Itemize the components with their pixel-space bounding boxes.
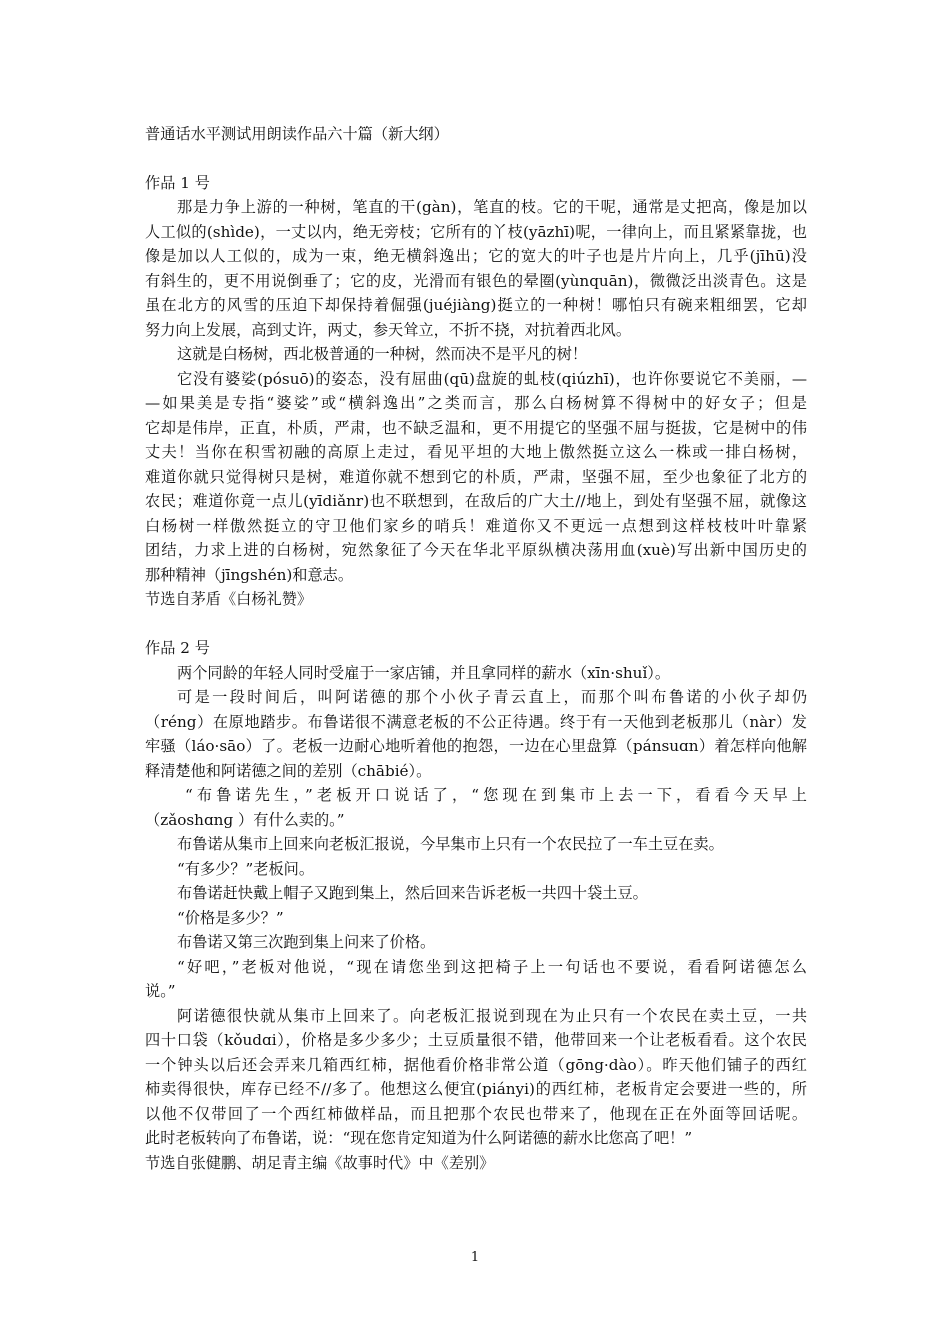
work-2-paragraph-7: “价格是多少？” xyxy=(177,908,284,927)
text-line: 难道你就只觉得树只是树，难道你就不想到它的朴质，严肃，坚强不屈，至少也象征了北方的 xyxy=(145,467,807,486)
text-line: 虽在北方的风雪的压迫下却保持着倔强(juéjiàng)挺立的一种树！哪怕只有碗来粗细罢，它却 xyxy=(145,296,807,314)
work-2-paragraph-2 xyxy=(145,685,807,783)
work-1-paragraph-3 xyxy=(145,367,807,588)
document-title: 普通话水平测试用朗读作品六十篇（新大纲） xyxy=(145,125,449,143)
text-line: “好吧，”老板对他说，“现在请您坐到这把椅子上一句话也不要说，看看阿诺德怎么 xyxy=(177,957,807,976)
work-2-paragraph-5: “有多少？”老板问。 xyxy=(177,859,315,878)
work-2-paragraph-3 xyxy=(145,783,807,832)
text-line: 它没有婆娑(pósuō)的姿态，没有屈曲(qū)盘旋的虬枝(qiúzhī)，也许你要说它不美丽，— xyxy=(177,369,807,388)
work-2-paragraph-9 xyxy=(145,955,807,1004)
work-1-source: 节选自茅盾《白杨礼赞》 xyxy=(145,590,313,608)
page-number: 1 xyxy=(470,1250,480,1265)
text-line: 牢骚（láo·sāo）了。老板一边耐心地听着他的抱怨，一边在心里盘算（pánsuɑn）着怎样向他解 xyxy=(145,737,807,755)
text-line: 四十口袋（kǒudɑi），价格是多少多少；土豆质量很不错，他带回来一个让老板看看。这个农民 xyxy=(145,1031,807,1049)
text-line: 此时老板转向了布鲁诺，说：“现在您肯定知道为什么阿诺德的薪水比您高了吧！” xyxy=(145,1129,693,1147)
work-2-paragraph-4: 布鲁诺从集市上回来向老板汇报说，今早集市上只有一个农民拉了一车土豆在卖。 xyxy=(177,835,724,853)
text-line: 农民；难道你竟一点儿(yīdiǎnr)也不联想到，在敌后的广大土//地上，到处有坚强不屈，就像这 xyxy=(145,492,807,510)
text-line: 以他不仅带回了一个西红柿做样品，而且把那个农民也带来了，他现在正在外面等回话呢。 xyxy=(145,1104,807,1123)
section-spacer xyxy=(145,612,807,637)
work-2-paragraph-10 xyxy=(145,1004,807,1151)
text-line: —如果美是专指“婆娑”或“横斜逸出”之类而言，那么白杨树算不得树中的好女子；但是 xyxy=(145,394,807,412)
text-line: 那是力争上游的一种树，笔直的干(gàn)，笔直的枝。它的干呢，通常是丈把高，像是加以 xyxy=(177,198,807,216)
text-line: “布鲁诺先生，”老板开口说话了，“您现在到集市上去一下，看看今天早上 xyxy=(185,786,807,804)
work-1-heading: 作品 1 号 xyxy=(145,173,210,192)
work-2-paragraph-8: 布鲁诺又第三次跑到集上问来了价格。 xyxy=(177,933,436,951)
text-line: 像是加以人工似的，成为一束，绝无横斜逸出；它的宽大的叶子也是片片向上，几乎(jīhū)没 xyxy=(145,247,807,265)
text-line: 人工似的(shìde)，一丈以内，绝无旁枝；它所有的丫枝(yāzhī)呢，一律向上，而且紧紧靠拢，也 xyxy=(145,222,807,241)
work-2-heading: 作品 2 号 xyxy=(145,639,210,657)
text-line: 丈夫！当你在积雪初融的高原上走过，看见平坦的大地上傲然挺立这么一株或一排白杨树， xyxy=(145,443,807,461)
text-line: 可是一段时间后，叫阿诺德的那个小伙子青云直上，而那个叫布鲁诺的小伙子却仍 xyxy=(177,688,807,706)
document-body xyxy=(145,122,807,1175)
work-1-paragraph-1 xyxy=(145,195,807,342)
text-line: 一个钟头以后还会弄来几箱西红柿，据他看价格非常公道（gōng·dào）。昨天他们铺子的西红 xyxy=(145,1055,807,1074)
text-line: 说。” xyxy=(145,982,176,1000)
work-2-paragraph-1: 两个同龄的年轻人同时受雇于一家店铺，并且拿同样的薪水（xīn·shuǐ）。 xyxy=(177,663,671,682)
text-line: 努力向上发展，高到丈许，两丈，参天耸立，不折不挠，对抗着西北风。 xyxy=(145,320,631,339)
text-line: 白杨树一样傲然挺立的守卫他们家乡的哨兵！难道你又不更远一点想到这样枝枝叶叶靠紧 xyxy=(145,516,807,535)
text-line: 柿卖得很快，库存已经不//多了。他想这么便宜(piányi)的西红柿，老板肯定会要进一些的，所 xyxy=(145,1080,807,1098)
work-1-paragraph-2: 这就是白杨树，西北极普通的一种树，然而决不是平凡的树！ xyxy=(177,345,588,363)
work-2-paragraph-6: 布鲁诺赶快戴上帽子又跑到集上，然后回来告诉老板一共四十袋土豆。 xyxy=(177,884,648,902)
text-line: 释清楚他和阿诺德之间的差别（chābié）。 xyxy=(145,761,432,780)
work-2-source: 节选自张健鹏、胡足青主编《故事时代》中《差别》 xyxy=(145,1153,495,1172)
text-line: 阿诺德很快就从集市上回来了。向老板汇报说到现在为止只有一个农民在卖土豆，一共 xyxy=(177,1006,807,1025)
text-line: 有斜生的，更不用说倒垂了；它的皮，光滑而有银色的晕圈(yùnquān)，微微泛出淡青色。这是 xyxy=(145,271,807,290)
text-line: 团结，力求上进的白杨树，宛然象征了今天在华北平原纵横决荡用血(xuè)写出新中国历史的 xyxy=(145,541,807,559)
text-line: （zǎoshɑnɡ ）有什么卖的。” xyxy=(145,810,345,829)
text-line: （réng）在原地踏步。布鲁诺很不满意老板的不公正待遇。终于有一天他到老板那儿（nàr）发 xyxy=(145,712,807,731)
text-line: 那种精神（jīngshén)和意志。 xyxy=(145,565,354,584)
text-line: 它却是伟岸，正直，朴质，严肃，也不缺乏温和，更不用提它的坚强不屈与挺拔，它是树中的伟 xyxy=(145,418,807,437)
